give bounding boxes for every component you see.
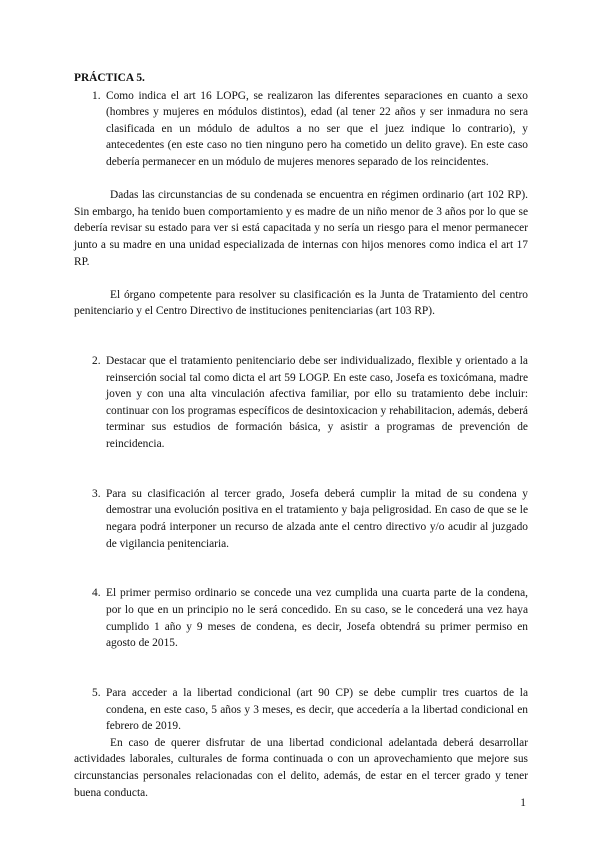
list-number: 4. — [92, 587, 101, 600]
paragraph-organo: El órgano competente para resolver su clasificación es la Junta de Tratamiento del centro penitenciario y el Centro Directivo de instituciones penitenciarias (art 103 RP). — [74, 288, 528, 318]
list-number: 5. — [92, 686, 101, 699]
list-item-3 — [74, 486, 528, 552]
list-text: El primer permiso ordinario se concede una vez cumplida una cuarta parte de la condena, por lo que en un principio no le será concedido. En su caso, se le concederá una vez haya cumplido 1 año y 9 meses de condena, es decir, Josefa obtendrá su primer permiso en agosto de 2015. — [106, 587, 528, 650]
list-text: Para su clasificación al tercer grado, Josefa deberá cumplir la mitad de su condena y demostrar una evolución positiva en el tratamiento y baja peligrosidad. En caso de que se le negara podrá interponer un recurso de alzada ante el centro directivo y/o acudir al juzgado de vigilancia penitenciaria. — [106, 487, 528, 550]
list-number: 3. — [92, 487, 101, 500]
list-text: Destacar que el tratamiento penitenciario debe ser individualizado, flexible y orientado a la reinserción social tal como dicta el art 59 LOGP. En este caso, Josefa es toxicómana, madre joven y con una alta vinculación afectiva familiar, por ello su tratamiento debe incluir: continuar con los programas específicos de desintoxicacion y rehabilitacion, además, deberá terminar sus estudios de formación básica, y asistir a programas de prevención de reincidencia. — [106, 355, 528, 451]
list-item-4 — [74, 585, 528, 651]
list-item-1 — [74, 88, 528, 171]
list-number: 2. — [92, 355, 101, 368]
list-item-5 — [74, 685, 528, 735]
paragraph-regimen: Dadas las circunstancias de su condenada se encuentra en régimen ordinario (art 102 RP). Sin embargo, ha tenido buen comportamiento y es madre de un niño menor de 3 años por lo que se debería revisar su estado para ver si está capacitada y no sería un riesgo para el menor permanecer junto a su madre en una unidad especializada de internas con hijos menores como indica el art 17 RP. — [74, 189, 528, 268]
page-number: 1 — [520, 797, 526, 809]
list-text: Para acceder a la libertad condicional (art 90 CP) se debe cumplir tres cuartos de la condena, en este caso, 5 años y 3 meses, es decir, que accedería a la libertad condicional en febrero de 2019. — [106, 686, 528, 733]
document-body — [74, 70, 528, 801]
paragraph-libertad: En caso de querer disfrutar de una libertad condicional adelantada deberá desarrollar actividades laborales, culturales de forma continuada o con un aprovechamiento que mejore sus circunstancias personales relacionadas con el delito, además, de estar en el tercer grado y tener buena conducta. — [74, 736, 528, 799]
page-title: PRÁCTICA 5. — [74, 72, 145, 84]
list-text: Como indica el art 16 LOPG, se realizaron las diferentes separaciones en cuanto a sexo (hombres y mujeres en módulos distintos), edad (al tener 22 años y ser inmadura no sera clasificada en un módulo de adultos a no ser que el juez indique lo contrario), y antecedentes (en este caso no tien ninguno pero ha cometido un delito grave). En este caso debería permanecer en un módulo de mujeres menores separado de los reincidentes. — [106, 89, 528, 168]
list-number: 1. — [92, 89, 101, 102]
list-item-2 — [74, 353, 528, 453]
